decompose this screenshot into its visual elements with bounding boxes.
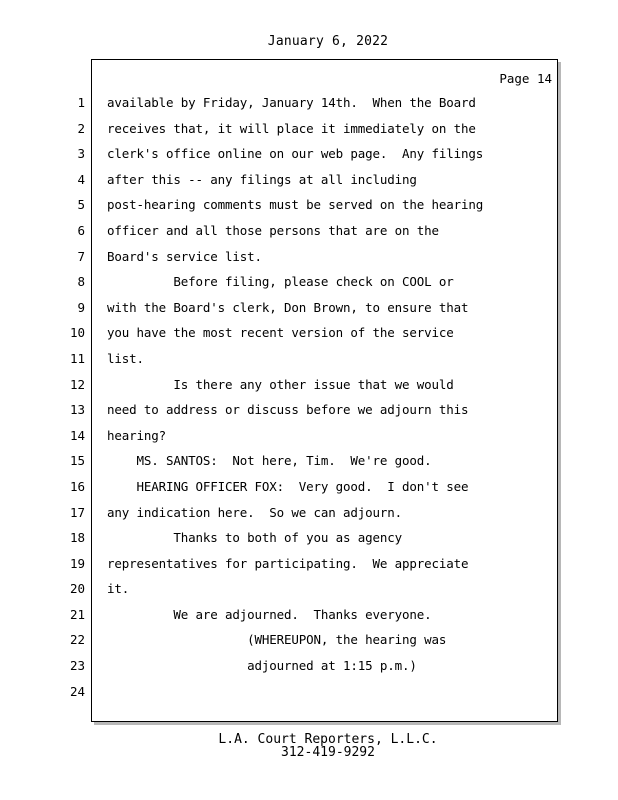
line-number: 17 [69,504,85,520]
line-number: 21 [69,606,85,622]
transcript-line: with the Board's clerk, Don Brown, to ensure that [107,299,469,315]
transcript-line: We are adjourned. Thanks everyone. [107,606,432,622]
line-number: 11 [69,350,85,366]
line-number: 1 [77,95,85,110]
line-number: 15 [69,453,85,469]
line-number: 23 [69,658,85,674]
transcript-line: Board's service list. [107,248,262,264]
transcript-text-column [107,94,547,708]
line-number: 24 [69,683,85,699]
transcript-line: clerk's office online on our web page. Any filings [107,146,484,162]
line-number: 16 [69,478,85,494]
line-number: 22 [69,632,85,648]
line-number: 13 [69,402,85,418]
line-number: 12 [69,376,85,392]
transcript-line [107,683,547,709]
transcript-line: need to address or discuss before we adjourn this [107,402,469,418]
transcript-line: it. [107,581,130,597]
transcript-line: Thanks to both of you as agency [107,530,403,546]
line-number: 7 [77,248,85,264]
line-number: 9 [77,299,85,315]
transcript-line: representatives for participating. We appreciate [107,555,469,571]
transcript-line: hearing? [107,427,167,443]
line-number: 5 [77,197,85,213]
line-number: 19 [69,555,85,571]
line-number: 18 [69,530,85,546]
footer-company: L.A. Court Reporters, L.L.C. [218,732,438,747]
line-number: 2 [77,120,85,136]
line-number: 10 [69,325,85,341]
line-number-column [40,94,85,708]
transcript-line: post-hearing comments must be served on the hearing [107,197,484,213]
transcript-line: after this -- any filings at all including [107,171,417,187]
page-number: Page 14 [499,71,552,86]
line-number: 4 [77,171,85,187]
line-number: 14 [69,427,85,443]
transcript-line: adjourned at 1:15 p.m.) [107,658,417,674]
line-number: 3 [77,146,85,162]
header-date: January 6, 2022 [267,34,389,49]
transcript-line: officer and all those persons that are on the [107,222,439,238]
transcript-line: you have the most recent version of the service [107,325,454,341]
transcript-line: any indication here. So we can adjourn. [107,504,403,520]
footer [0,733,618,759]
line-number: 6 [77,222,85,238]
transcript-line: Is there any other issue that we would [107,376,454,392]
transcript-line: receives that, it will place it immediately on the [107,120,476,136]
transcript-line: (WHEREUPON, the hearing was [107,632,447,648]
line-number: 8 [77,274,85,290]
transcript-line: HEARING OFFICER FOX: Very good. I don't see [107,478,469,494]
transcript-line: MS. SANTOS: Not here, Tim. We're good. [107,453,432,469]
footer-phone: 312-419-9292 [281,745,375,760]
transcript-line: Before filing, please check on COOL or [107,274,454,290]
transcript-line: available by Friday, January 14th. When the Board [107,95,476,110]
transcript-line: list. [107,350,144,366]
line-number: 20 [69,581,85,597]
